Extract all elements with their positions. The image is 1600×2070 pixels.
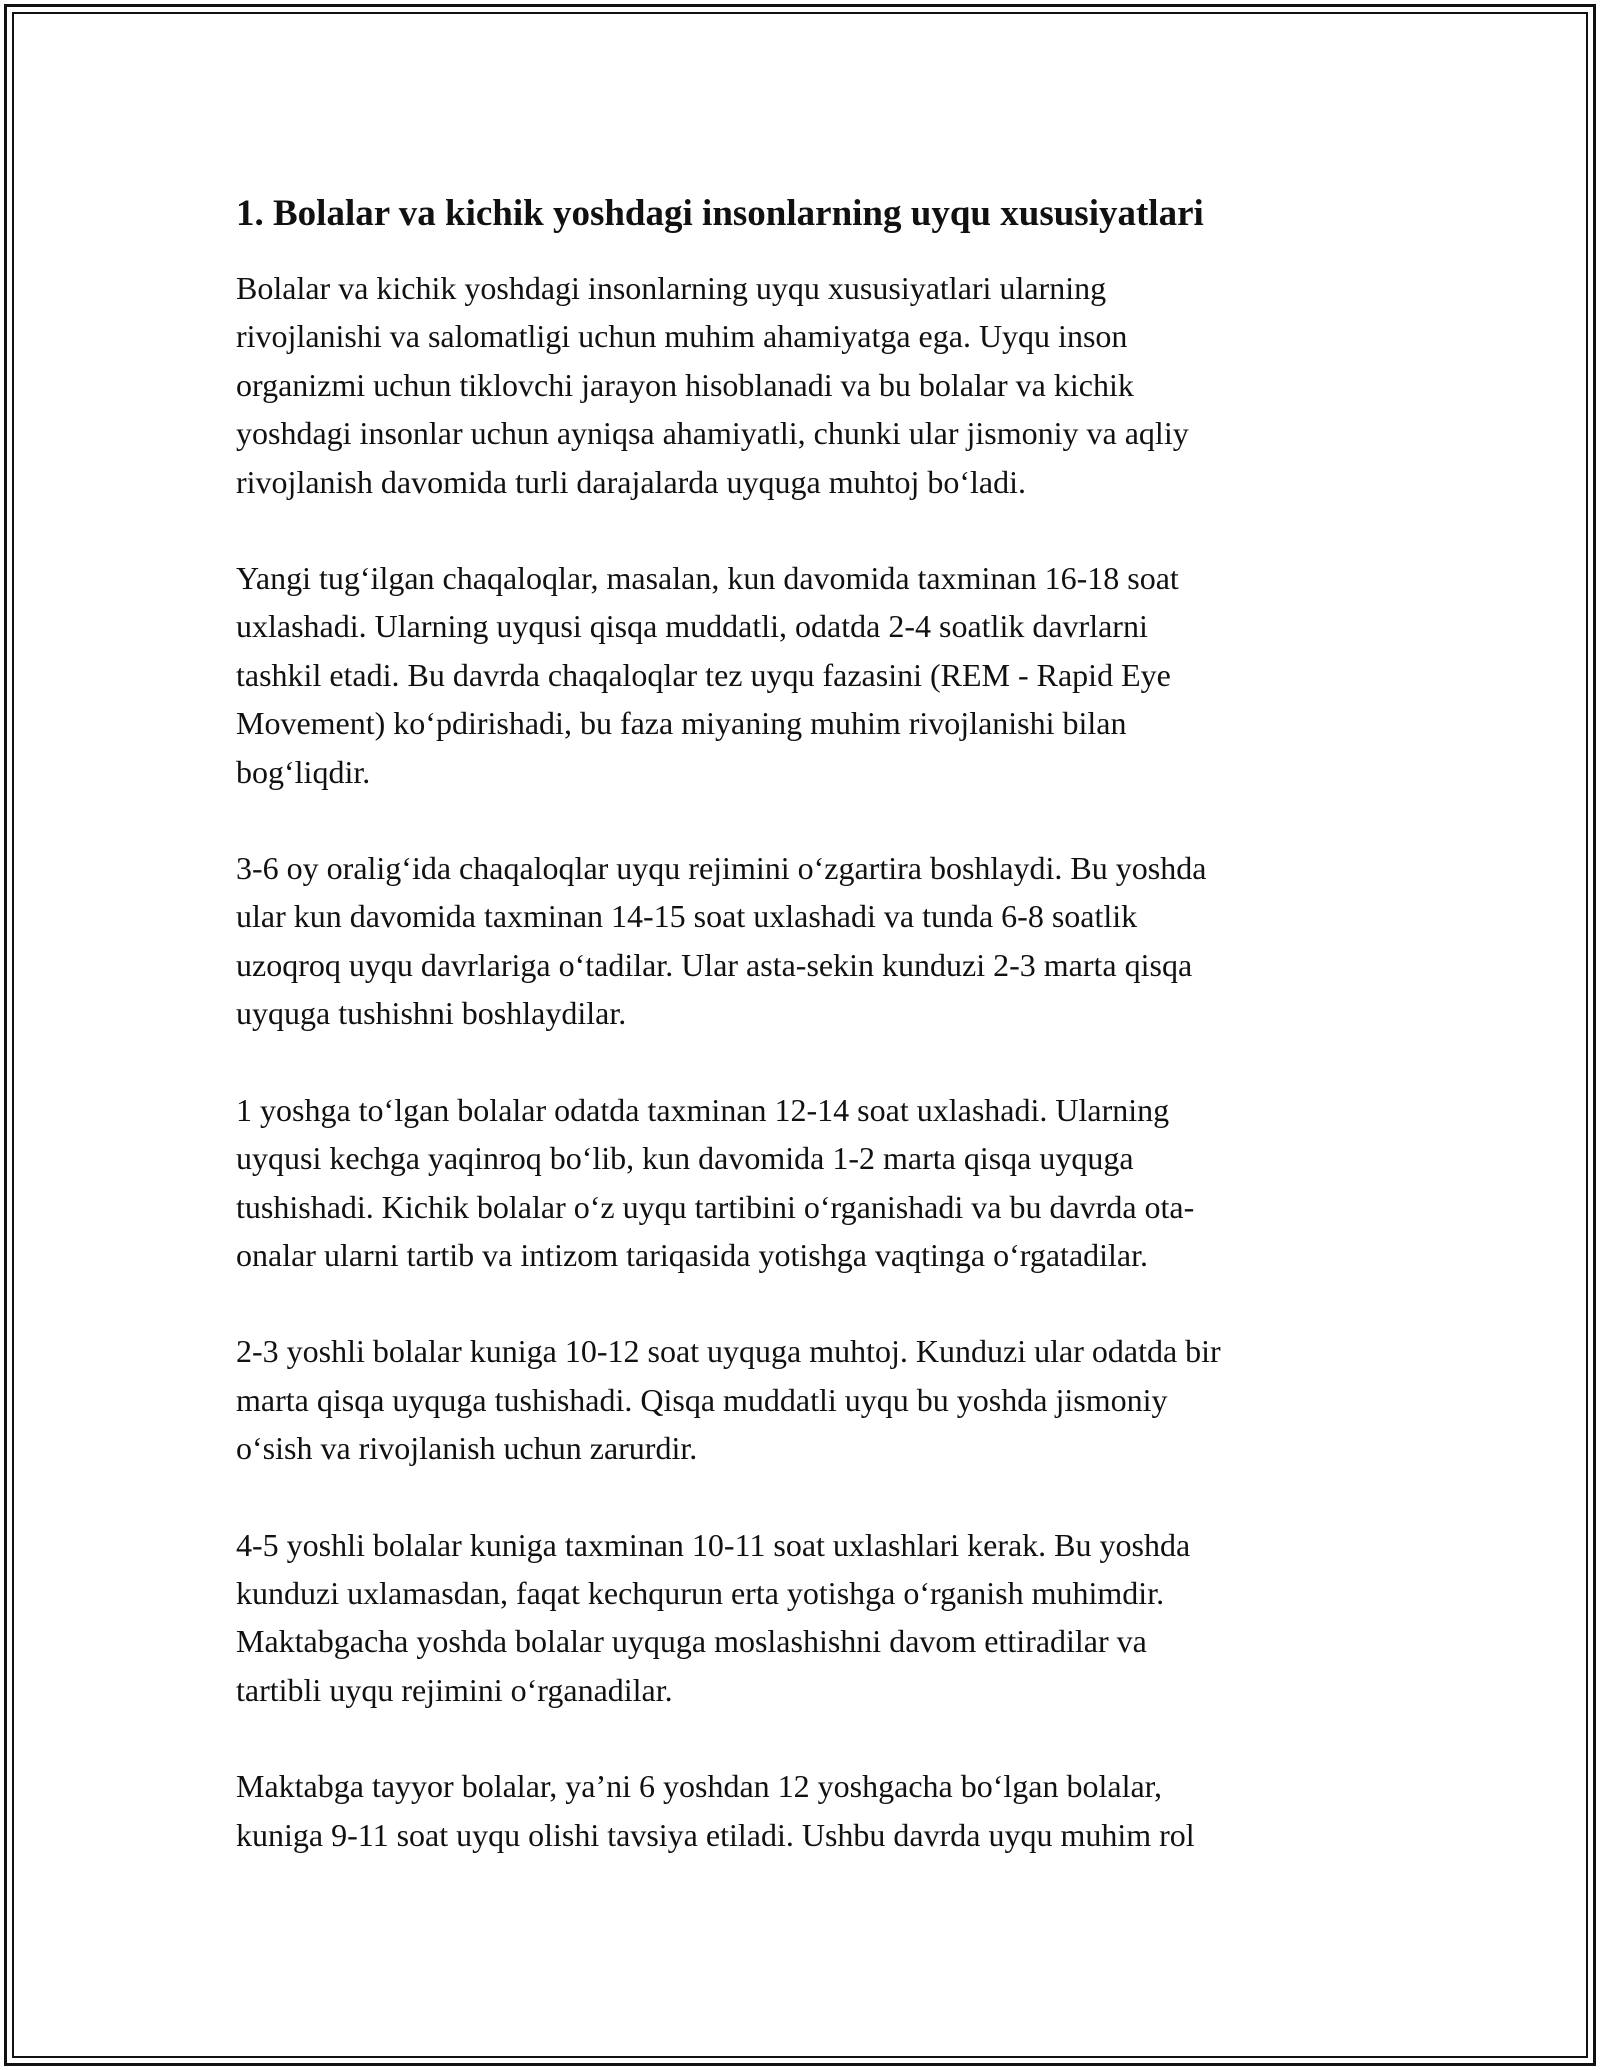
text-line: Movement) ko‘pdirishadi, bu faza miyaning muhim rivojlanishi bilan — [236, 705, 1127, 742]
text-line: yoshdagi insonlar uchun ayniqsa ahamiyatli, chunki ular jismoniy va aqliy — [236, 415, 1189, 452]
text-line: uyqusi kechga yaqinroq bo‘lib, kun davomida 1-2 marta qisqa uyquga — [236, 1140, 1134, 1177]
text-line: onalar ularni tartib va intizom tariqasida yotishga vaqtinga o‘rgatadilar. — [236, 1236, 1149, 1273]
text-line: uyquga tushishni boshlaydilar. — [236, 995, 627, 1032]
text-line: tashkil etadi. Bu davrda chaqaloqlar tez uyqu fazasini (REM - Rapid Eye — [236, 656, 1171, 693]
document-body — [236, 186, 1376, 1907]
text-line: organizmi uchun tiklovchi jarayon hisoblanadi va bu bolalar va kichik — [236, 366, 1134, 403]
text-line: Bolalar va kichik yoshdagi insonlarning uyqu xususiyatlari ularning — [236, 270, 1107, 306]
text-line: ular kun davomida taxminan 14-15 soat uxlashadi va tunda 6-8 soatlik — [236, 898, 1138, 935]
section-heading: 1. Bolalar va kichik yoshdagi insonlarning uyqu xususiyatlari — [236, 193, 1204, 234]
paragraph-5 — [236, 1327, 1376, 1472]
text-line: rivojlanish davomida turli darajalarda uyquga muhtoj bo‘ladi. — [236, 463, 1027, 500]
text-line: 1 yoshga to‘lgan bolalar odatda taxminan 12-14 soat uxlashadi. Ularning — [236, 1091, 1170, 1128]
text-line: tartibli uyqu rejimini o‘rganadilar. — [236, 1671, 673, 1708]
text-line: 4-5 yoshli bolalar kuniga taxminan 10-11 soat uxlashlari kerak. Bu yoshda — [236, 1526, 1191, 1563]
text-line: Yangi tug‘ilgan chaqaloqlar, masalan, kun davomida taxminan 16-18 soat — [236, 560, 1179, 597]
text-line: Maktabgacha yoshda bolalar uyquga moslashishni davom ettiradilar va — [236, 1623, 1147, 1660]
text-line: kuniga 9-11 soat uyqu olishi tavsiya etiladi. Ushbu davrda uyqu muhim rol — [236, 1816, 1195, 1853]
paragraph-2 — [236, 554, 1376, 796]
text-line: Maktabga tayyor bolalar, ya’ni 6 yoshdan 12 yoshgacha bo‘lgan bolalar, — [236, 1768, 1163, 1805]
text-line: 2-3 yoshli bolalar kuniga 10-12 soat uyquga muhtoj. Kunduzi ular odatda bir — [236, 1333, 1221, 1370]
paragraph-1 — [236, 264, 1376, 506]
text-line: 3-6 oy oralig‘ida chaqaloqlar uyqu rejimini o‘zgartira boshlaydi. Bu yoshda — [236, 850, 1207, 887]
paragraph-3 — [236, 844, 1376, 1038]
text-line: tushishadi. Kichik bolalar o‘z uyqu tartibini o‘rganishadi va bu davrda ota- — [236, 1188, 1195, 1225]
paragraph-4 — [236, 1086, 1376, 1280]
text-line: rivojlanishi va salomatligi uchun muhim ahamiyatga ega. Uyqu inson — [236, 318, 1128, 355]
text-line: kunduzi uxlamasdan, faqat kechqurun erta yotishga o‘rganish muhimdir. — [236, 1574, 1165, 1611]
paragraph-6 — [236, 1521, 1376, 1715]
text-line: marta qisqa uyquga tushishadi. Qisqa muddatli uyqu bu yoshda jismoniy — [236, 1381, 1168, 1418]
text-line: o‘sish va rivojlanish uchun zarurdir. — [236, 1430, 698, 1467]
text-line: bog‘liqdir. — [236, 753, 371, 790]
text-line: uzoqroq uyqu davrlariga o‘tadilar. Ular asta-sekin kunduzi 2-3 marta qisqa — [236, 946, 1193, 983]
text-line: uxlashadi. Ularning uyqusi qisqa muddatli, odatda 2-4 soatlik davrlarni — [236, 608, 1148, 645]
paragraph-7 — [236, 1762, 1376, 1859]
